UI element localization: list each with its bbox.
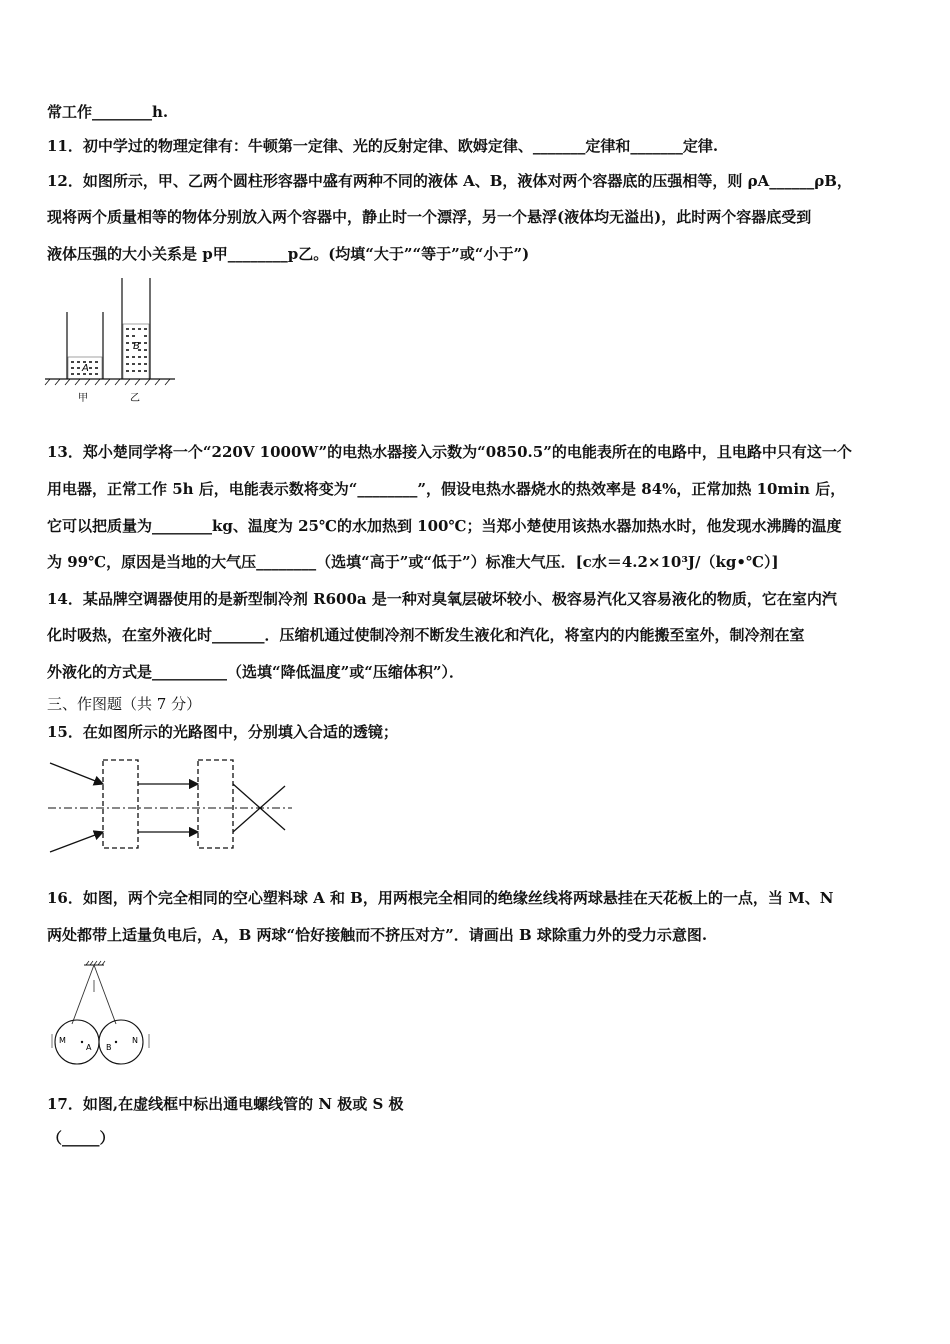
containers-figure [40,275,180,410]
text-line: 为 99℃，原因是当地的大气压________（选填“高于”或“低于”）标准大气压．[c水＝4.2×10³J/（kg•℃）] [47,553,779,571]
question-17: 17．如图,在虚线框中标出通电螺线管的 N 极或 S 极 [47,1095,404,1113]
question-14: 14．某品牌空调器使用的是新型制冷剂 R600a 是一种对臭氧层破坏较小、极容易汽化又容易液化的物质，它在室内汽 [47,590,837,608]
question-12: 12．如图所示，甲、乙两个圆柱形容器中盛有两种不同的液体 A、B，液体对两个容器底的压强相等，则 ρA______ρB， [47,172,852,190]
label-m: M [59,1036,66,1045]
question-16: 16．如图，两个完全相同的空心塑料球 A 和 B，用两根完全相同的绝缘丝线将两球悬挂在天花板上的一点，当 M、N [47,889,834,907]
text-line: 用电器，正常工作 5h 后，电能表示数将变为“________”，假设电热水器烧水的热效率是 84%，正常加热 10min 后， [47,480,846,498]
balls-figure [48,958,158,1068]
answer-blank: （_____） [47,1129,115,1147]
question-11: 11．初中学过的物理定律有：牛顿第一定律、光的反射定律、欧姆定律、_______定律和_______定律. [47,137,719,155]
label-jia: 甲 [78,393,88,404]
label-liquid-a: A [82,363,89,374]
text-line: 两处都带上适量负电后，A，B 两球“恰好接触而不挤压对方”．请画出 B 球除重力外的受力示意图. [47,926,708,944]
lens-figure [40,752,300,857]
question-15: 15．在如图所示的光路图中，分别填入合适的透镜； [47,723,398,741]
text-line: 化时吸热，在室外液化时_______．压缩机通过使制冷剂不断发生液化和汽化，将室内的内能搬至室外，制冷剂在室 [47,626,805,644]
label-ball-a: A [86,1043,92,1052]
section-heading: 三、作图题（共 7 分） [47,695,202,713]
text-line: 现将两个质量相等的物体分别放入两个容器中，静止时一个漂浮，另一个悬浮(液体均无溢出)，此时两个容器底受到 [47,208,812,226]
text-line: 它可以把质量为________kg、温度为 25℃的水加热到 100℃；当郑小楚使用该热水器加热水时，他发现水沸腾的温度 [47,517,842,535]
question-13: 13．郑小楚同学将一个“220V 1000W”的电热水器接入示数为“0850.5”的电能表所在的电路中，且电路中只有这一个 [47,443,852,461]
label-yi: 乙 [130,393,140,404]
label-liquid-b: B [133,341,140,352]
text-line: 液体压强的大小关系是 p甲________p乙。(均填“大于”“等于”或“小于”) [47,245,530,263]
label-n: N [132,1036,138,1045]
text-line: 常工作________h. [47,103,169,121]
text-line: 外液化的方式是__________（选填“降低温度”或“压缩体积”）． [47,663,465,681]
label-ball-b: B [106,1043,112,1052]
